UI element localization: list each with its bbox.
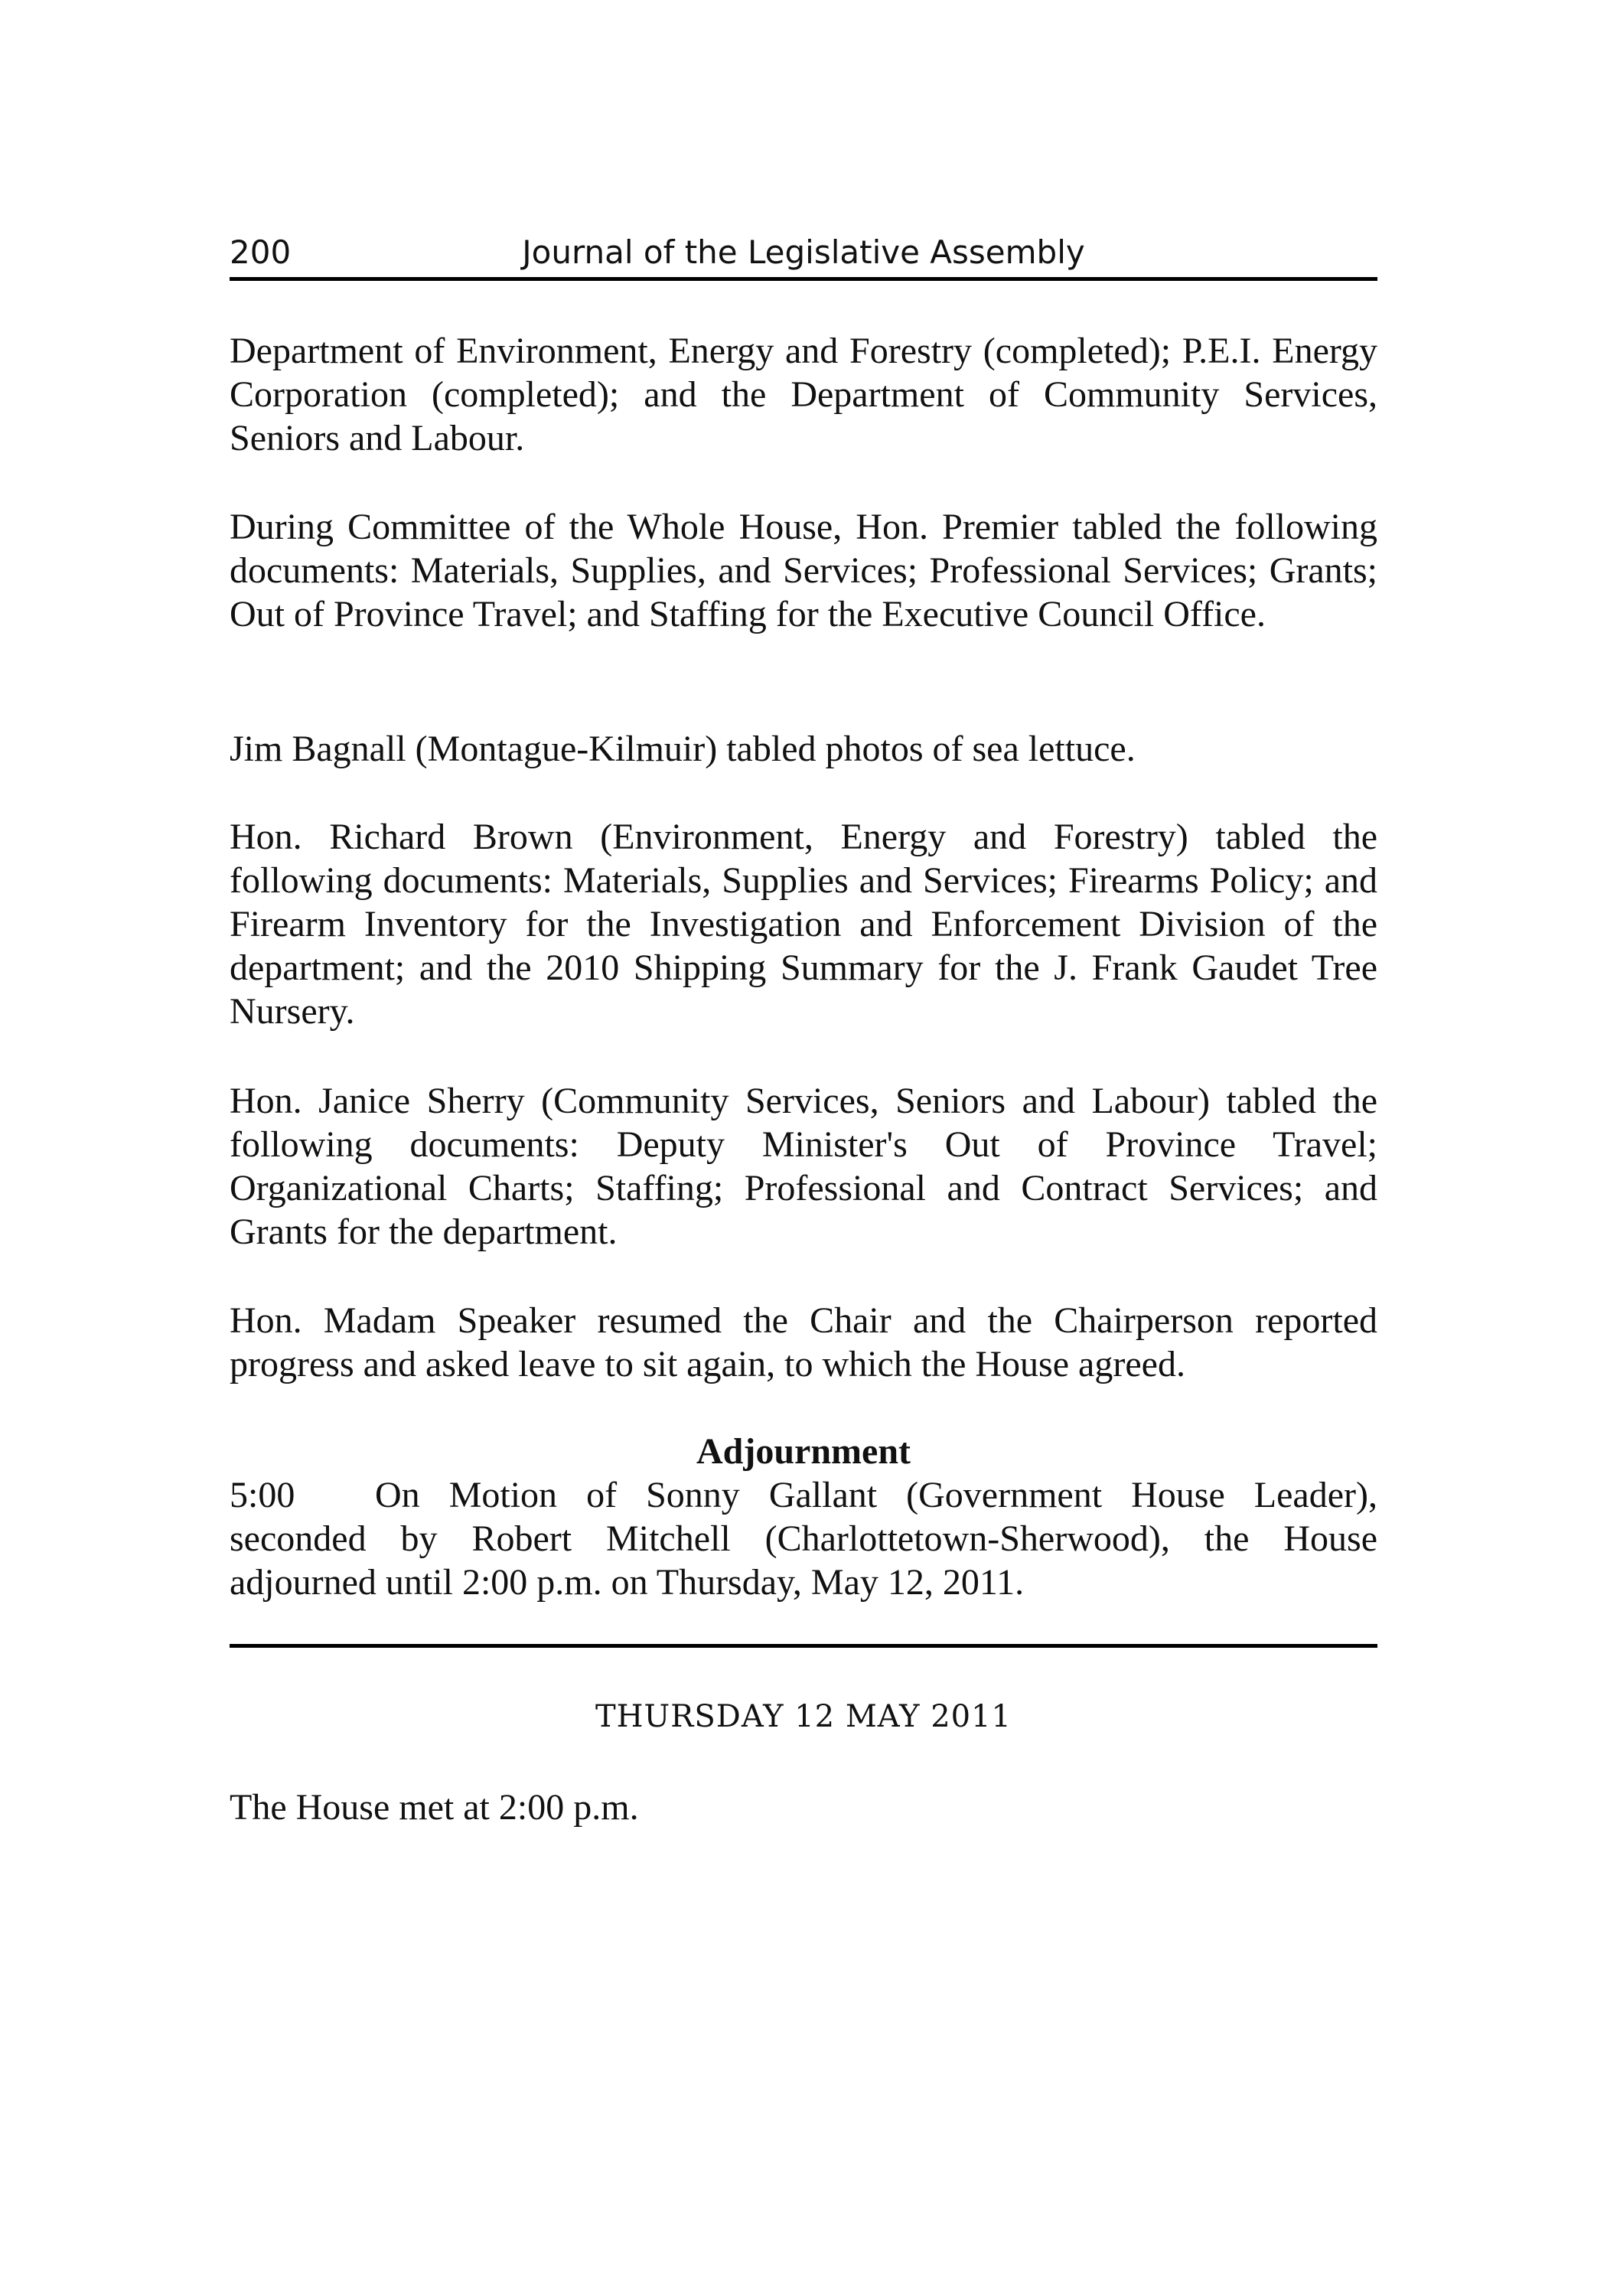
paragraph-brown-tabled: Hon. Richard Brown (Environment, Energy and Forestry) tabled the following documents: Materials, Supplies and Services; Firearms Policy; and Firearm Inventory for the Investigation and Enforcement Division of the department; and the 2010 Shipping Summary for the J. Frank Gaudet Tree Nursery. <box>230 817 1377 1032</box>
section-divider <box>230 1644 1377 1648</box>
paragraph-bagnall-tabled: Jim Bagnall (Montague-Kilmuir) tabled photos of sea lettuce. <box>230 729 1136 769</box>
paragraph-speaker-resumed: Hon. Madam Speaker resumed the Chair and the Chairperson reported progress and asked leave to sit again, to which the House agreed. <box>230 1300 1377 1384</box>
page-number: 200 <box>230 233 292 271</box>
adjournment-time: 5:00 <box>230 1475 295 1515</box>
paragraph-sherry-tabled: Hon. Janice Sherry (Community Services, Seniors and Labour) tabled the following documents: Deputy Minister's Out of Province Travel; Organizational Charts; Staffing; Professional and Contract Services; and Grants for the department. <box>230 1081 1377 1252</box>
page-header <box>230 230 1377 281</box>
paragraph-department-estimates: Department of Environment, Energy and Forestry (completed); P.E.I. Energy Corporation (completed); and the Department of Community Services, Seniors and Labour. <box>230 331 1377 458</box>
sitting-date-heading: THURSDAY 12 MAY 2011 <box>595 1699 1012 1734</box>
running-head: Journal of the Legislative Assembly <box>522 233 1085 271</box>
adjournment-heading: Adjournment <box>696 1431 911 1472</box>
adjournment-text: On Motion of Sonny Gallant (Government House Leader), seconded by Robert Mitchell (Charlottetown-Sherwood), the House adjourned until 2:00 p.m. on Thursday, May 12, 2011. <box>230 1475 1377 1603</box>
paragraph-premier-tabled: During Committee of the Whole House, Hon. Premier tabled the following documents: Materials, Supplies, and Services; Professional Services; Grants; Out of Province Travel; and Staffing for the Executive Council Office. <box>230 507 1377 634</box>
house-met-paragraph: The House met at 2:00 p.m. <box>230 1787 639 1828</box>
adjournment-paragraph <box>230 1473 1377 1604</box>
